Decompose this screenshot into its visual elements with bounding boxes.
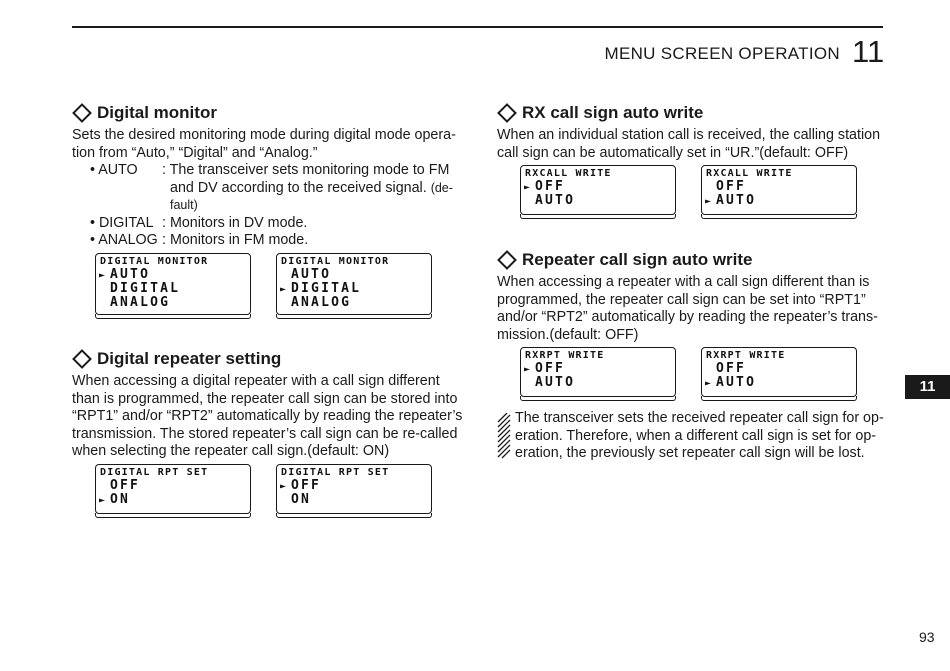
lcd-title: RXRPT WRITE: [525, 350, 605, 361]
lcd-row: ► OFF: [524, 179, 566, 194]
chapter-number: 11: [852, 34, 885, 69]
cursor-icon: ►: [705, 196, 712, 207]
digital-monitor-intro: Sets the desired monitoring mode during digital mode opera- tion from “Auto,” “Digital” and “Analog.”: [72, 127, 456, 161]
note-text: The transceiver sets the received repeater call sign for op- eration. Therefore, when a different call sign is set for op- eration, the previously set repeater call sign will be lost.: [515, 410, 884, 462]
diamond-bullet-icon: [72, 103, 92, 123]
lcd-title: DIGITAL MONITOR: [100, 256, 209, 267]
default-note: (default: ON): [307, 443, 390, 460]
cursor-icon: ►: [99, 270, 106, 281]
option-analog-text: : Monitors in FM mode.: [162, 232, 309, 248]
header-rule: [72, 26, 883, 28]
lcd-digital-rpt-off: [276, 464, 432, 514]
cursor-icon: ►: [705, 378, 712, 389]
lcd-row: ► OFF: [280, 478, 322, 493]
lcd-row: ► DIGITAL: [280, 281, 362, 296]
lcd-title: RXRPT WRITE: [706, 350, 786, 361]
diamond-bullet-icon: [497, 250, 517, 270]
digital-repeater-heading: Digital repeater setting: [72, 349, 281, 369]
rx-call-heading: RX call sign auto write: [497, 103, 703, 123]
diamond-bullet-icon: [72, 349, 92, 369]
cursor-icon: ►: [280, 284, 287, 295]
lcd-row: ANALOG: [110, 295, 171, 310]
lcd-digital-rpt-on: [95, 464, 251, 514]
option-auto-text-2: and DV according to the received signal. (de-: [170, 180, 453, 196]
lcd-row: AUTO: [535, 193, 576, 208]
lcd-title: RXCALL WRITE: [525, 168, 612, 179]
note-icon: [497, 413, 511, 461]
lcd-rxrpt-off: [520, 347, 676, 397]
lcd-digital-monitor-auto: [95, 253, 251, 315]
cursor-icon: ►: [524, 182, 531, 193]
lcd-row: AUTO: [535, 375, 576, 390]
lcd-row: ► AUTO: [705, 375, 757, 390]
lcd-row: ► AUTO: [99, 267, 151, 282]
lcd-rxrpt-auto: [701, 347, 857, 397]
lcd-title: DIGITAL RPT SET: [281, 467, 390, 478]
lcd-rxcall-off: [520, 165, 676, 215]
rx-call-body: When an individual station call is received, the calling station call sign can be automatically set in “UR.”(default: OFF): [497, 127, 881, 161]
lcd-row: DIGITAL: [110, 281, 181, 296]
lcd-title: RXCALL WRITE: [706, 168, 793, 179]
lcd-row: ► OFF: [524, 361, 566, 376]
option-auto-label: • AUTO: [90, 162, 138, 178]
lcd-digital-monitor-digital: [276, 253, 432, 315]
lcd-row: OFF: [110, 478, 141, 493]
section-title: MENU SCREEN OPERATION: [604, 44, 840, 63]
lcd-row: ► ON: [99, 492, 131, 507]
option-digital-label: • DIGITAL: [90, 215, 154, 231]
chapter-tab: 11: [905, 375, 950, 399]
diamond-bullet-icon: [497, 103, 517, 123]
option-auto-default: fault): [170, 198, 198, 212]
cursor-icon: ►: [99, 495, 106, 506]
lcd-title: DIGITAL MONITOR: [281, 256, 390, 267]
cursor-icon: ►: [524, 364, 531, 375]
page-number: 93: [919, 629, 935, 645]
default-note: (default: OFF): [759, 144, 849, 161]
lcd-rxcall-auto: [701, 165, 857, 215]
lcd-row: ► AUTO: [705, 193, 757, 208]
repeater-call-heading: Repeater call sign auto write: [497, 250, 753, 270]
lcd-row: ON: [291, 492, 312, 507]
lcd-row: AUTO: [291, 267, 332, 282]
lcd-row: ANALOG: [291, 295, 352, 310]
repeater-call-body: When accessing a repeater with a call sign different than is programmed, the repeater call sign can be set into “RPT1” and/or “RPT2” automatically by reading the repeater’s trans- mission.(default: OFF): [497, 274, 878, 343]
option-digital-text: : Monitors in DV mode.: [162, 215, 308, 231]
lcd-title: DIGITAL RPT SET: [100, 467, 209, 478]
option-analog-label: • ANALOG: [90, 232, 158, 248]
digital-repeater-body: When accessing a digital repeater with a call sign different than is programmed, the repeater call sign can be stored into “RPT1” and/or “RPT2” automatically by reading the repeater’s transmission. The stored repeater’s call sign can be re-called when selecting the repeater call sign.(default: ON): [72, 373, 463, 460]
digital-monitor-heading: Digital monitor: [72, 103, 217, 123]
lcd-row: OFF: [716, 179, 747, 194]
option-auto-text-1: : The transceiver sets monitoring mode to FM: [162, 162, 450, 178]
default-note: (default: OFF): [549, 326, 639, 343]
lcd-row: OFF: [716, 361, 747, 376]
cursor-icon: ►: [280, 481, 287, 492]
